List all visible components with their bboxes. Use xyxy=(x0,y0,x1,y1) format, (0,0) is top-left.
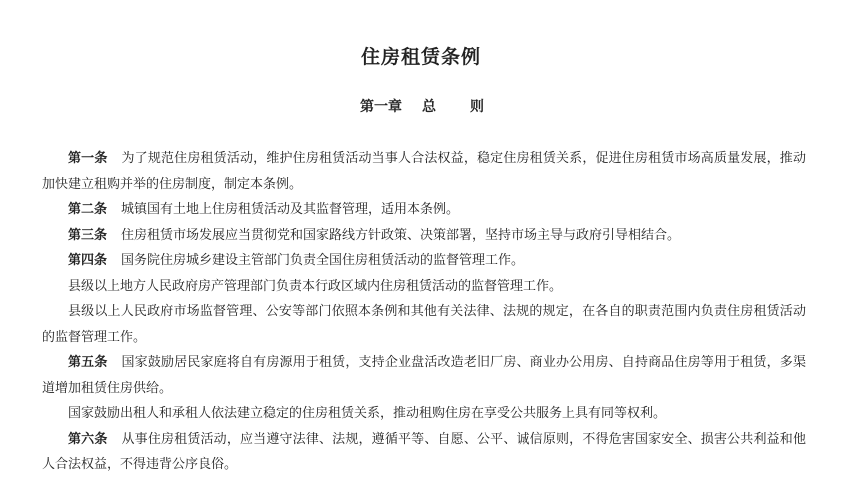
article-paragraph xyxy=(42,401,806,427)
article-number: 第一条 xyxy=(68,151,108,166)
regulation-body xyxy=(42,146,806,478)
article-paragraph xyxy=(42,197,806,223)
article-number: 第六条 xyxy=(68,431,108,447)
chapter-heading xyxy=(360,97,484,117)
chapter-name-second-char: 则 xyxy=(470,99,484,115)
article-paragraph xyxy=(42,299,806,350)
article-number: 第二条 xyxy=(68,202,108,217)
article-text: 为了规范住房租赁活动，维护住房租赁活动当事人合法权益，稳定住房租赁关系，促进住房租赁市场高质量发展，推动加快建立租购并举的住房制度，制定本条例。 xyxy=(42,151,806,192)
article-paragraph xyxy=(42,248,806,274)
article-paragraph xyxy=(42,427,806,478)
article-paragraph xyxy=(42,274,806,300)
article-text: 国务院住房城乡建设主管部门负责全国住房租赁活动的监督管理工作。 xyxy=(121,253,525,268)
article-paragraph xyxy=(42,350,806,401)
article-paragraph xyxy=(42,146,806,197)
article-text: 住房租赁市场发展应当贯彻党和国家路线方针政策、决策部署，坚持市场主导与政府引导相结合。 xyxy=(121,227,681,243)
article-text: 县级以上地方人民政府房产管理部门负责本行政区域内住房租赁活动的监督管理工作。 xyxy=(68,278,563,294)
article-text: 县级以上人民政府市场监督管理、公安等部门依照本条例和其他有关法律、法规的规定，在各自的职责范围内负责住房租赁活动的监督管理工作。 xyxy=(42,304,806,345)
article-number: 第四条 xyxy=(68,253,108,268)
document-title: 住房租赁条例 xyxy=(360,46,481,68)
chapter-name-first-char: 总 xyxy=(422,99,436,115)
article-text: 从事住房租赁活动，应当遵守法律、法规，遵循平等、自愿、公平、诚信原则，不得危害国家安全、损害公共利益和他人合法权益，不得违背公序良俗。 xyxy=(42,431,806,472)
article-text: 国家鼓励出租人和承租人依法建立稳定的住房租赁关系，推动租购住房在享受公共服务上具有同等权利。 xyxy=(68,406,667,421)
article-text: 国家鼓励居民家庭将自有房源用于租赁，支持企业盘活改造老旧厂房、商业办公用房、自持商品住房等用于租赁，多渠道增加租赁住房供给。 xyxy=(42,355,806,396)
article-text: 城镇国有土地上住房租赁活动及其监督管理，适用本条例。 xyxy=(121,202,460,217)
article-number: 第三条 xyxy=(68,227,108,243)
article-paragraph xyxy=(42,223,806,249)
article-number: 第五条 xyxy=(68,355,108,370)
chapter-number: 第一章 xyxy=(360,99,402,115)
